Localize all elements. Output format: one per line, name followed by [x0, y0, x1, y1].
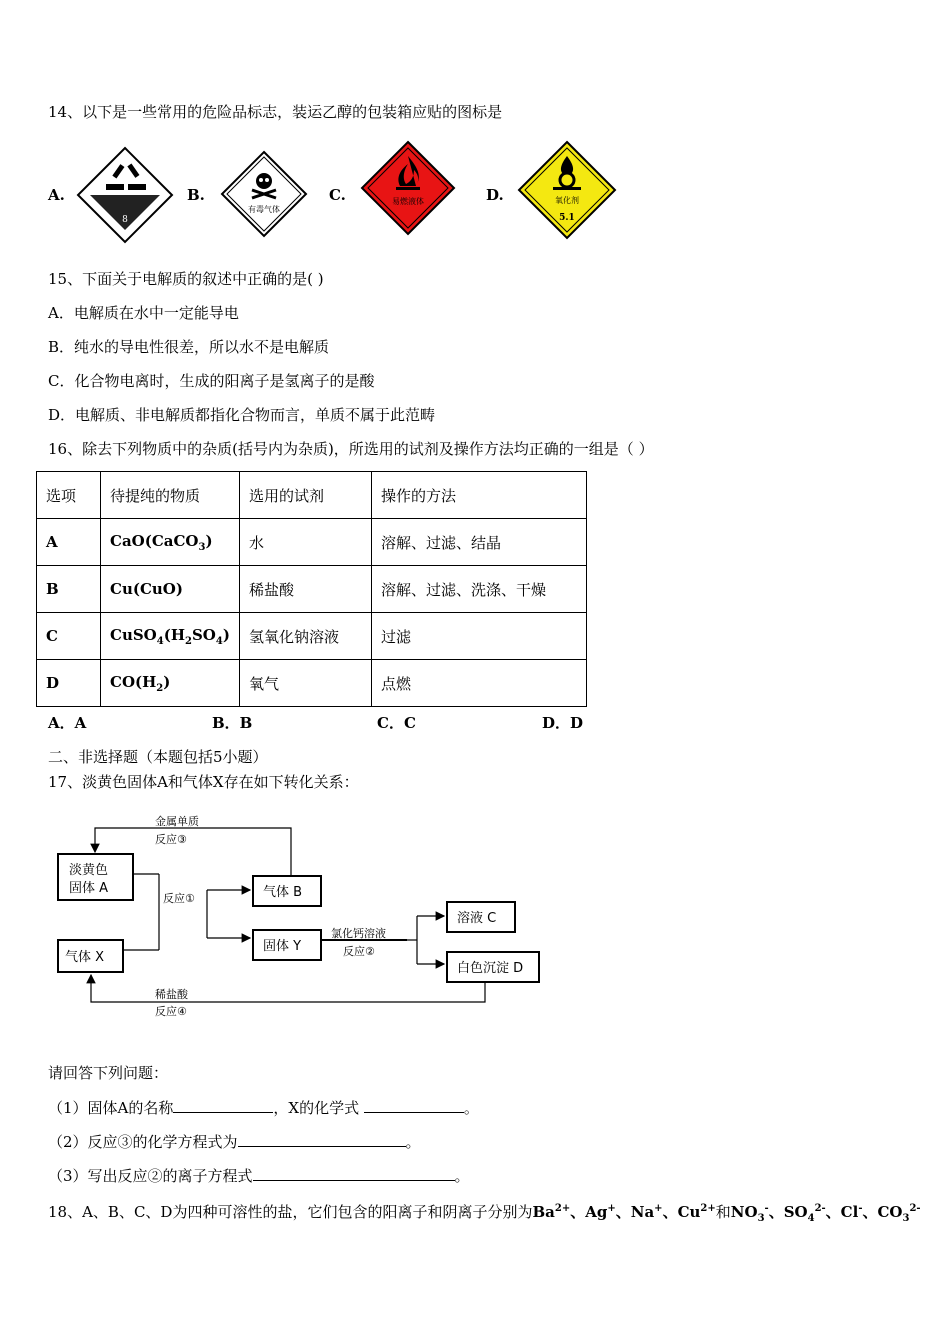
q14-option-d-label: D.: [486, 186, 504, 204]
table-cell-reagent: 稀盐酸: [239, 566, 371, 613]
q15-stem: 15、下面关于电解质的叙述中正确的是( ): [48, 270, 324, 288]
q14-option-a-label: A.: [48, 186, 65, 204]
q17-sub1: [48, 1097, 479, 1118]
table-cell-substance: $CO(H_2)$: [101, 660, 240, 707]
flammable-liquid-sign-text: 易燃液体: [392, 197, 424, 206]
section-heading: 二、非选择题（本题包括5小题）: [48, 748, 268, 766]
q17-reaction-diagram: [55, 810, 555, 1022]
q15-option-a: A．电解质在水中一定能导电: [48, 304, 239, 322]
table-cell-method: 溶解、过滤、结晶: [371, 519, 586, 566]
q17-sub3-end: 。: [454, 1167, 470, 1185]
table-header-row: [37, 472, 587, 519]
oxidizer-sign-text: 氧化剂: [555, 196, 579, 205]
table-cell-option: C: [37, 613, 101, 660]
q16-answer-c: C．C: [377, 714, 416, 732]
q16-answer-a: A．A: [48, 714, 87, 732]
mid-label-1: 氯化钙溶液: [331, 927, 386, 940]
q15-option-b: B．纯水的导电性很差，所以水不是电解质: [48, 338, 330, 356]
q17-sub1-text-a: （1）固体A的名称: [48, 1099, 174, 1117]
table-row: [37, 660, 587, 707]
mid-label-2: 反应②: [343, 945, 375, 958]
q14-option-b-label: B.: [187, 186, 205, 204]
q14-stem: 14、以下是一些常用的危险品标志，装运乙醇的包装箱应贴的图标是: [48, 103, 503, 121]
table-cell-substance: $CuSO_4(H_2SO_4)$: [101, 613, 240, 660]
table-cell-substance: CaO(CaCO$_3$): [101, 519, 240, 566]
table-header-cell: 待提纯的物质: [101, 472, 240, 519]
toxic-gas-sign-icon: [220, 150, 308, 238]
answer-blank[interactable]: [364, 1097, 464, 1113]
q16-answer-b: B．B: [212, 714, 253, 732]
table-header-cell: 选项: [37, 472, 101, 519]
oxidizer-sign-icon: [517, 140, 617, 240]
toxic-gas-sign-text: 有毒气体: [248, 205, 280, 214]
q17-sub3-text: （3）写出反应②的离子方程式: [48, 1167, 253, 1185]
table-cell-option: A: [37, 519, 101, 566]
box-a-line1: 淡黄色: [69, 863, 109, 878]
q17-sub1-end: 。: [463, 1099, 479, 1117]
bottom-label-2: 反应④: [155, 1005, 187, 1018]
q17-sub2-text: （2）反应③的化学方程式为: [48, 1133, 238, 1151]
table-cell-method: 点燃: [371, 660, 586, 707]
box-y-label: 固体 Y: [263, 939, 302, 954]
corrosive-sign-icon: [76, 146, 174, 244]
box-a-line2: 固体 A: [69, 881, 109, 896]
q17-sub1-text-b: ，X的化学式: [273, 1099, 364, 1117]
table-row: [37, 613, 587, 660]
q17-sub2-end: 。: [405, 1133, 421, 1151]
answer-blank[interactable]: [173, 1097, 273, 1113]
table-cell-reagent: 氢氧化钠溶液: [239, 613, 371, 660]
table-header-cell: 选用的试剂: [239, 472, 371, 519]
table-row: [37, 566, 587, 613]
q17-stem: 17、淡黄色固体A和气体X存在如下转化关系：: [48, 773, 359, 791]
box-d-label: 白色沉淀 D: [457, 961, 524, 976]
box-b-label: 气体 B: [263, 885, 303, 900]
q16-stem: 16、除去下列物质中的杂质(括号内为杂质)，所选用的试剂及操作方法均正确的一组是（ ）: [48, 440, 654, 458]
table-cell-reagent: 氧气: [239, 660, 371, 707]
table-cell-option: D: [37, 660, 101, 707]
flammable-liquid-sign-icon: [360, 140, 456, 236]
q17-sub2: [48, 1131, 421, 1152]
box-c-label: 溶液 C: [457, 911, 497, 926]
reaction-1-label: 反应①: [163, 892, 195, 905]
answer-blank[interactable]: [253, 1165, 455, 1181]
box-x-label: 气体 X: [65, 950, 105, 965]
table-cell-reagent: 水: [239, 519, 371, 566]
q17-prompt: 请回答下列问题：: [48, 1064, 169, 1082]
bottom-label-1: 稀盐酸: [155, 988, 188, 1001]
table-row: [37, 519, 587, 566]
q16-table: [36, 471, 587, 707]
answer-blank[interactable]: [238, 1131, 406, 1147]
q14-option-c-label: C.: [329, 186, 346, 204]
q15-option-c: C．化合物电离时，生成的阳离子是氢离子的是酸: [48, 372, 375, 390]
oxidizer-sign-number: 5.1: [559, 213, 575, 223]
table-cell-method: 过滤: [371, 613, 586, 660]
table-cell-method: 溶解、过滤、洗涤、干燥: [371, 566, 586, 613]
q15-option-d: D．电解质、非电解质都指化合物而言，单质不属于此范畴: [48, 406, 436, 424]
top-label-1: 金属单质: [155, 815, 199, 828]
table-cell-option: B: [37, 566, 101, 613]
table-cell-substance: Cu(CuO): [101, 566, 240, 613]
top-label-2: 反应③: [155, 833, 187, 846]
q18-stem: 18、A、B、C、D为四种可溶性的盐，它们包含的阳离子和阴离子分别为$Ba^{2+}$、Ag+、Na+、$Cu^{2+}$和$NO_3^-$、$SO_4^{2-}$、Cl-、$CO_3^{2-}$: [48, 1203, 921, 1224]
q17-sub3: [48, 1165, 470, 1186]
corrosive-sign-number: 8: [122, 215, 128, 225]
q18-stem-text: 18、A、B、C、D为四种可溶性的盐，它们包含的阳离子和阴离子分别为: [48, 1203, 533, 1221]
q16-answer-d: D．D: [542, 714, 584, 732]
table-header-cell: 操作的方法: [371, 472, 586, 519]
